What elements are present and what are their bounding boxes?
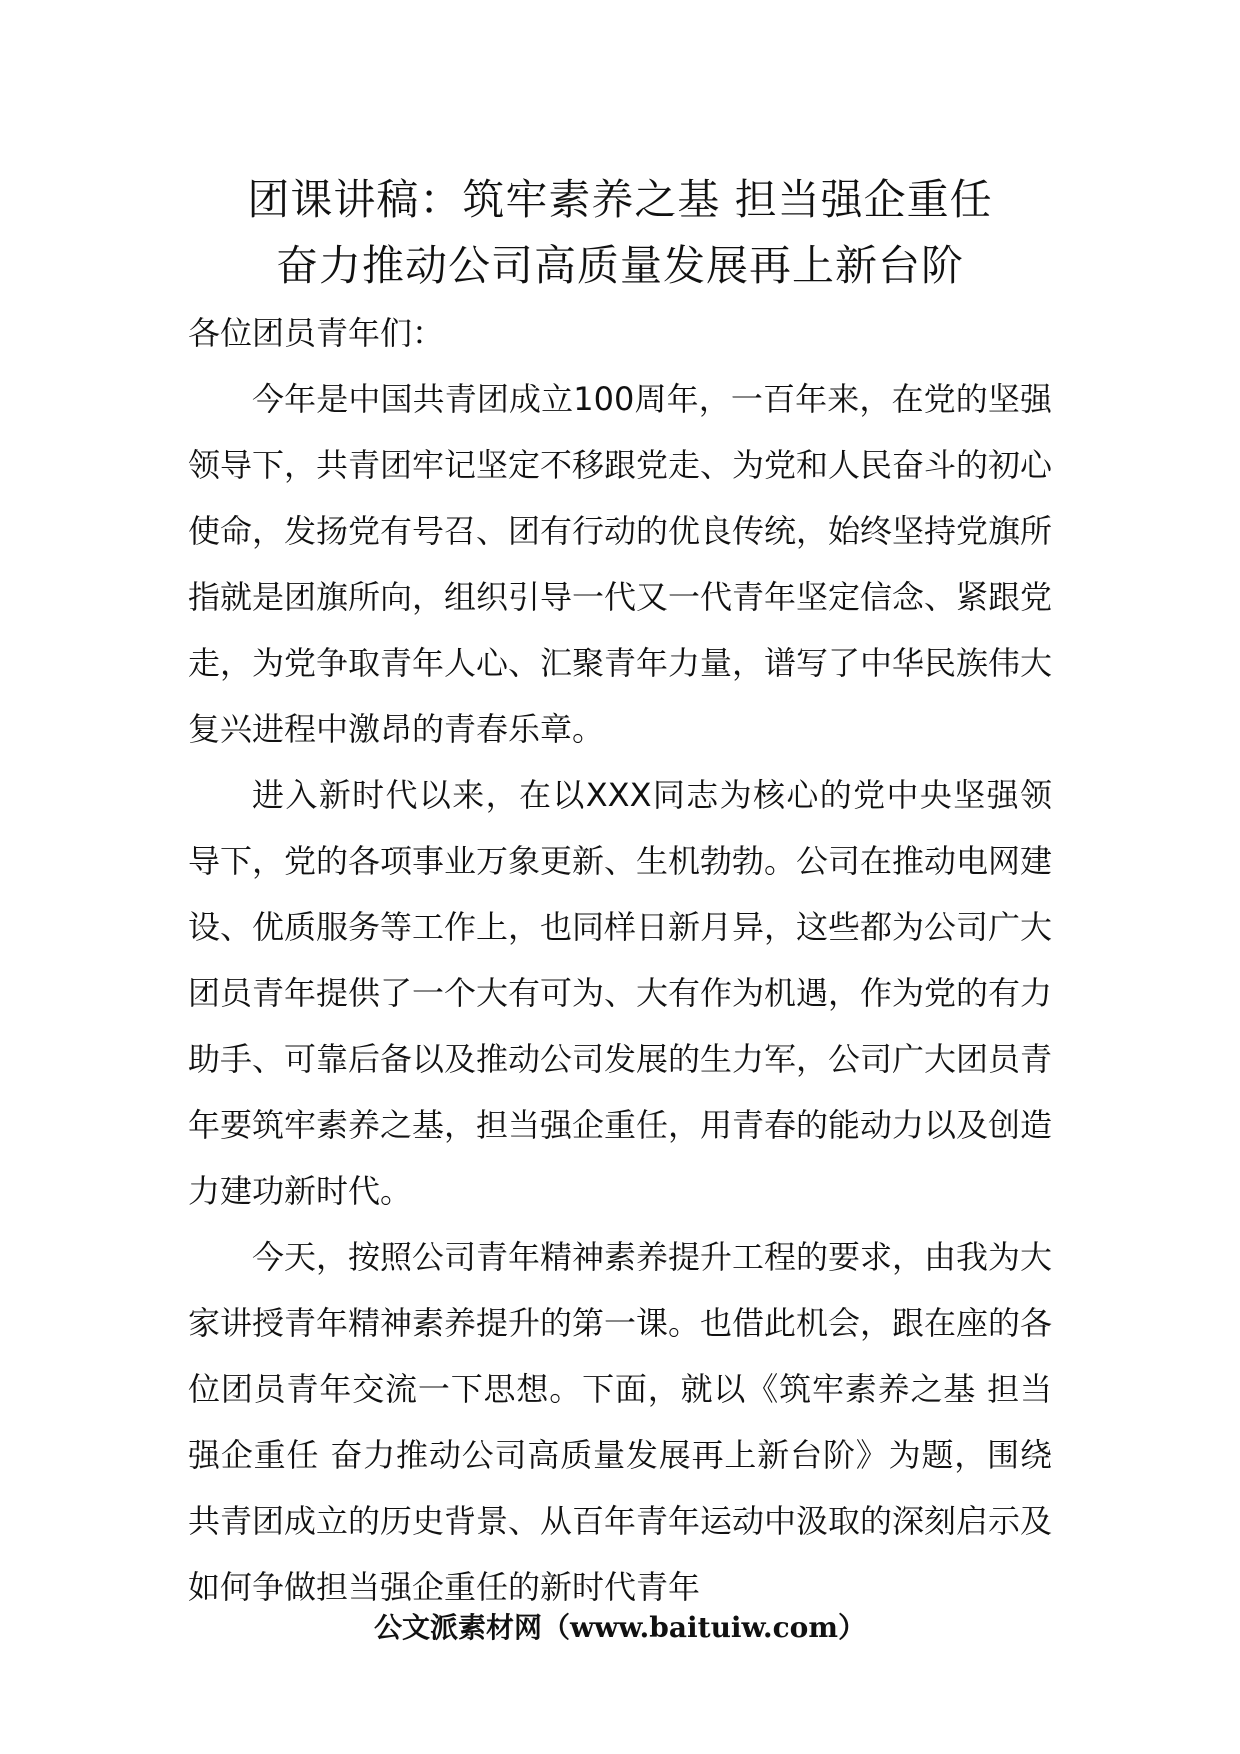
- document-body: [188, 300, 1052, 1620]
- document-title-line-1: 团课讲稿：筑牢素养之基 担当强企重任: [247, 175, 993, 224]
- paragraph-2: 进入新时代以来，在以XXX同志为核心的党中央坚强领导下，党的各项事业万象更新、生机勃勃。公司在推动电网建设、优质服务等工作上，也同样日新月异，这些都为公司广大团员青年提供了一个大有可为、大有作为机遇，作为党的有力助手、可靠后备以及推动公司发展的生力军，公司广大团员青年要筑牢素养之基，担当强企重任，用青春的能动力以及创造力建功新时代。: [188, 776, 1053, 1210]
- salutation: 各位团员青年们：: [188, 314, 445, 352]
- footer-watermark: 公文派素材网（www.baituiw.com）: [374, 1611, 866, 1644]
- paragraph-1: 今年是中国共青团成立100周年，一百年来，在党的坚强领导下，共青团牢记坚定不移跟党走、为党和人民奋斗的初心使命，发扬党有号召、团有行动的优良传统，始终坚持党旗所指就是团旗所向，组织引导一代又一代青年坚定信念、紧跟党走，为党争取青年人心、汇聚青年力量，谱写了中华民族伟大复兴进程中激昂的青春乐章。: [188, 380, 1053, 748]
- document-title-line-2: 奋力推动公司高质量发展再上新台阶: [275, 241, 964, 290]
- paragraph-3: 今天，按照公司青年精神素养提升工程的要求，由我为大家讲授青年精神素养提升的第一课。也借此机会，跟在座的各位团员青年交流一下思想。下面，就以《筑牢素养之基 担当强企重任 奋力推动公司高质量发展再上新台阶》为题，围绕共青团成立的历史背景、从百年青年运动中汲取的深刻启示及如何争做担当强企重任的新时代青年: [188, 1238, 1053, 1606]
